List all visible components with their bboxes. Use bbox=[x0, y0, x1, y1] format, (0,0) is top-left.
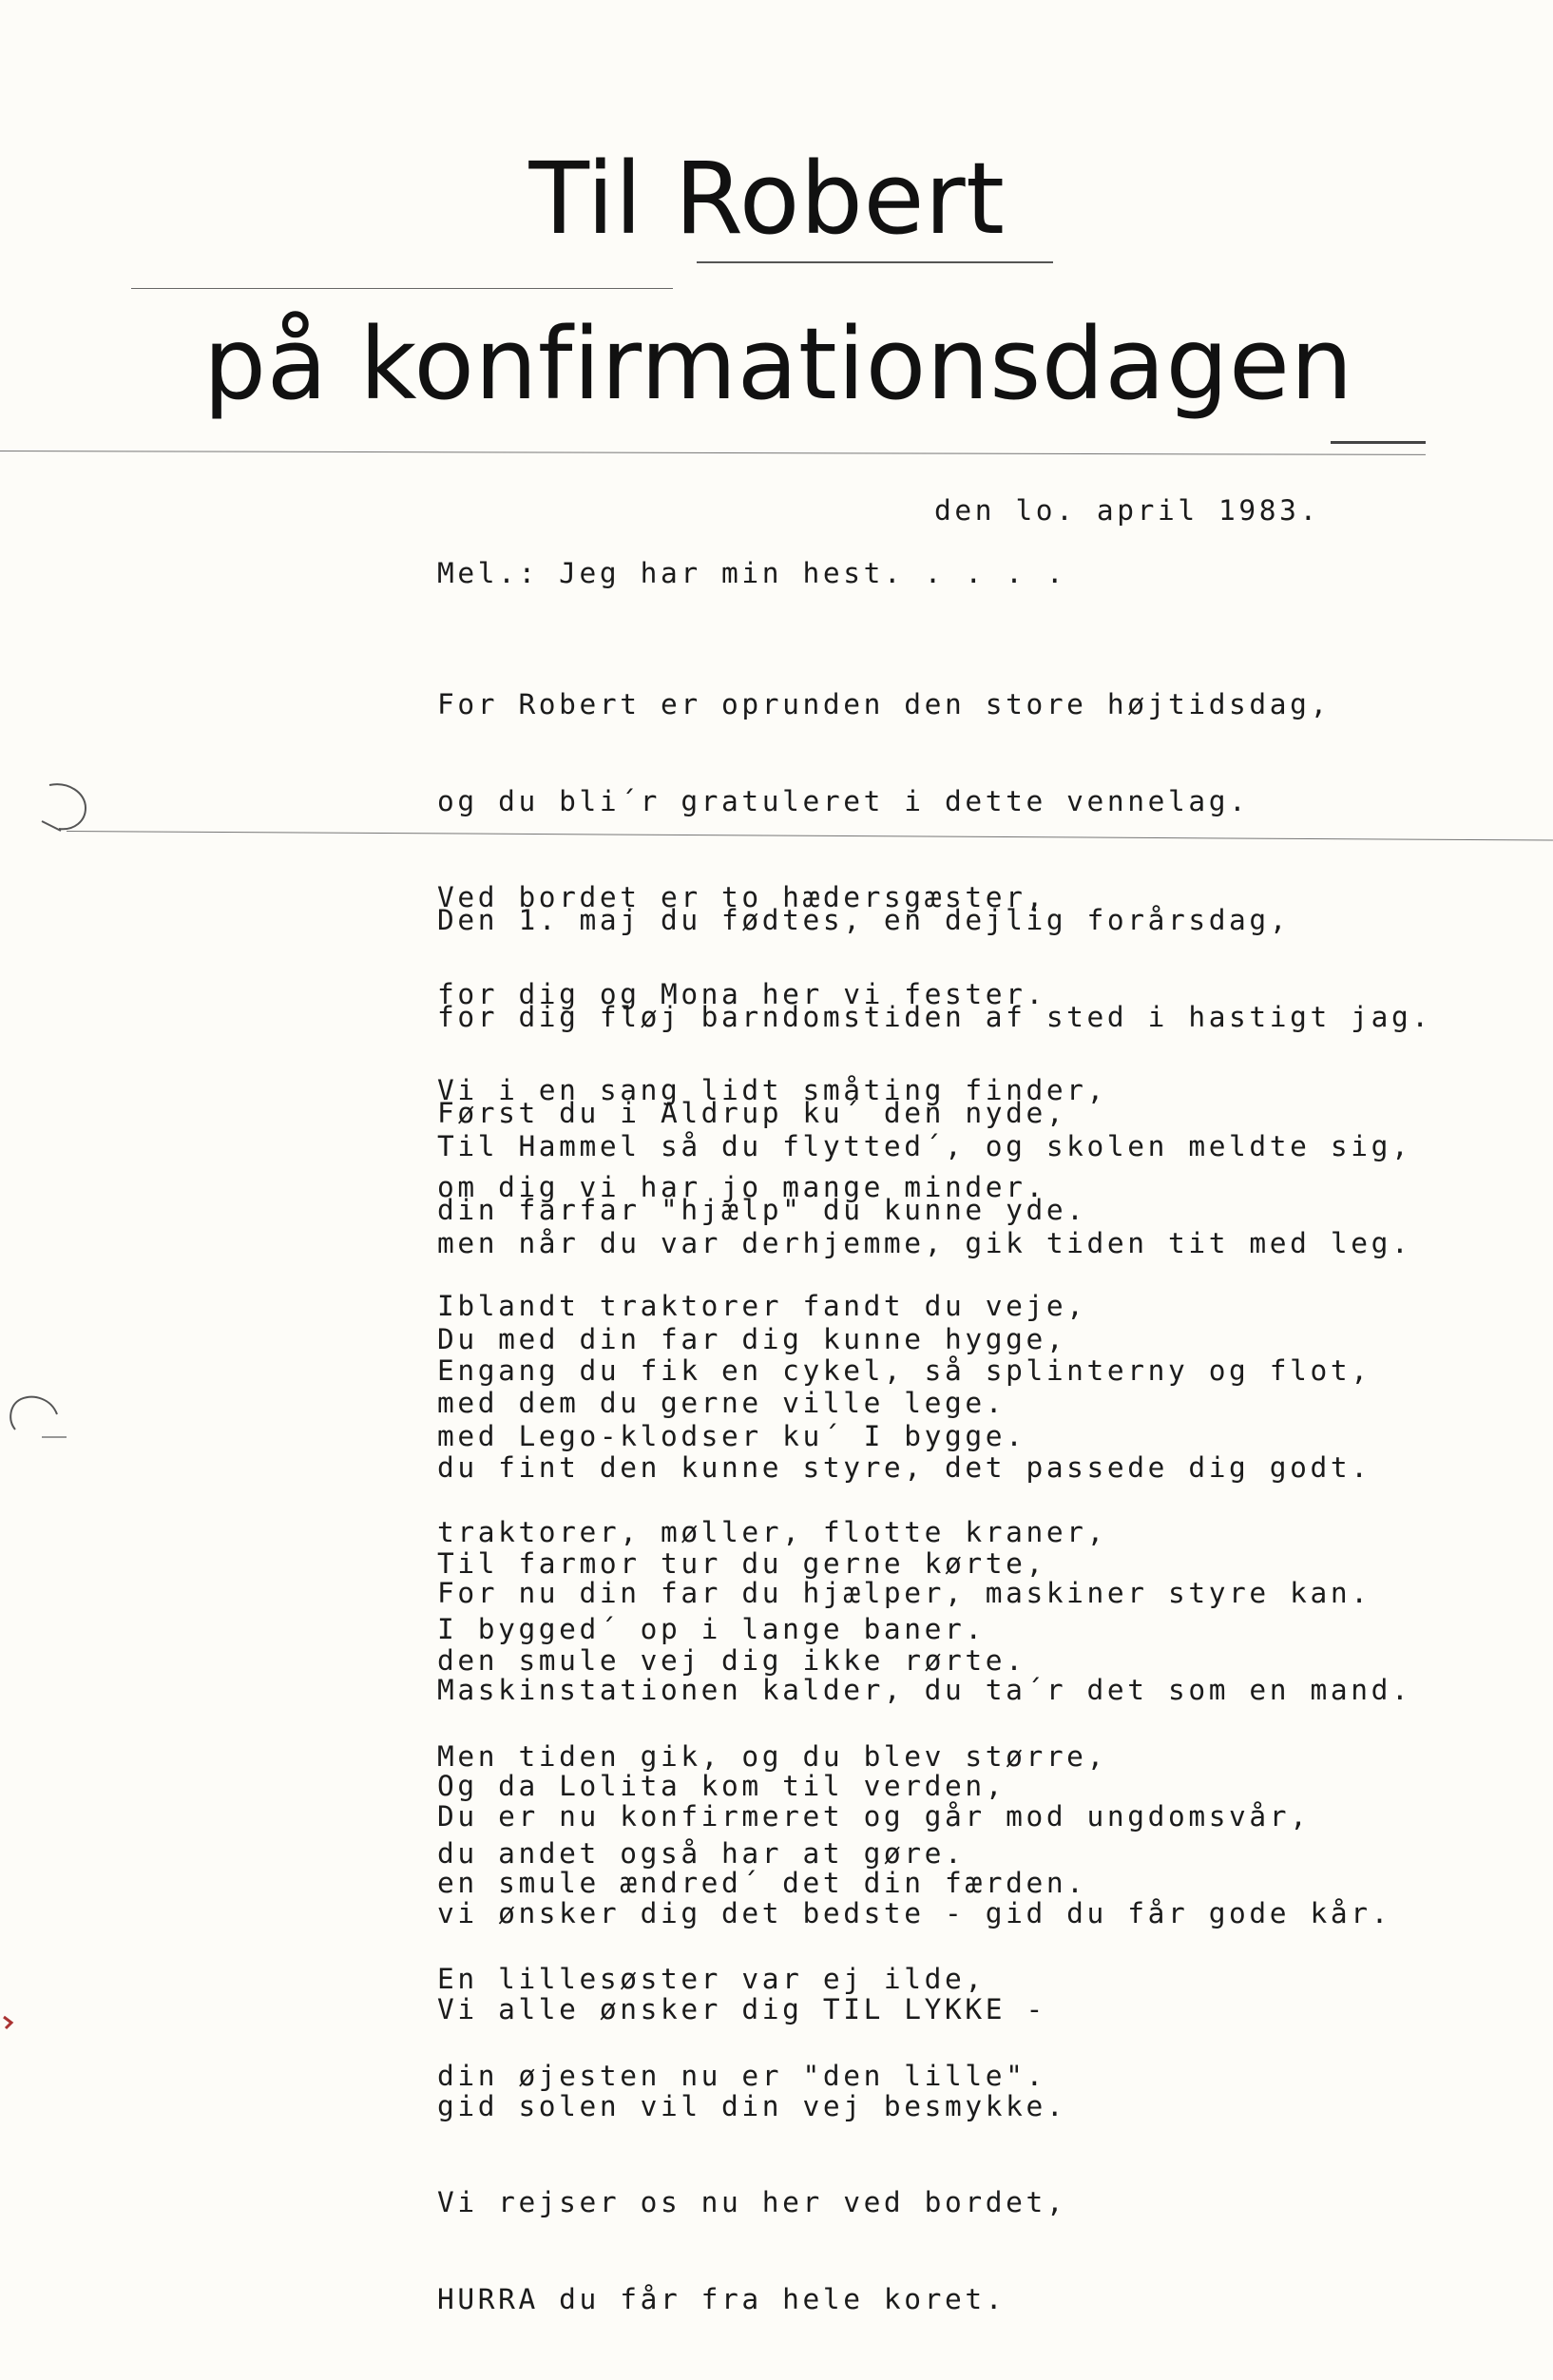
verse-line: Engang du fik en cykel, så splinterny og flot, bbox=[437, 1354, 1371, 1387]
paste-edge-mark bbox=[1331, 441, 1426, 444]
verse-line: Ved bordet er to hædersgæster, bbox=[437, 881, 1046, 913]
verse-line: Men tiden gik, og du blev større, bbox=[437, 1740, 1107, 1773]
paste-edge-rule bbox=[131, 288, 673, 289]
verse-line: din øjesten nu er "den lille". bbox=[437, 2059, 1046, 2092]
verse-line: Vi alle ønsker dig TIL LYKKE - bbox=[437, 1993, 1046, 2025]
verse-line: Først du i Aldrup ku´ den nyde, bbox=[437, 1097, 1067, 1129]
paste-edge-rule bbox=[0, 451, 1426, 455]
stanza bbox=[437, 1737, 1391, 2380]
verse-line: Og da Lolita kom til verden, bbox=[437, 1770, 1007, 1802]
verse-line: For nu din far du hjælper, maskiner styre kan. bbox=[437, 1577, 1371, 1609]
verse-line: gid solen vil din vej besmykke. bbox=[437, 2089, 1067, 2122]
verse-line: Den 1. maj du fødtes, en dejlig forårsdag, bbox=[437, 904, 1291, 936]
verse-line: I bygged´ op i lange baner. bbox=[437, 1612, 986, 1645]
punch-hole-icon bbox=[40, 779, 97, 836]
verse-line: Iblandt traktorer fandt du veje, bbox=[437, 1290, 1087, 1322]
verse-line: Vi rejser os nu her ved bordet, bbox=[437, 2186, 1067, 2218]
verse-line: En lillesøster var ej ilde, bbox=[437, 1963, 986, 1995]
verse-line: du andet også har at gøre. bbox=[437, 1836, 966, 1870]
verse-line: med Lego-klodser ku´ I bygge. bbox=[437, 1419, 1026, 1452]
verse-line: vi ønsker dig det bedste - gid du får gode kår. bbox=[437, 1896, 1391, 1929]
verse-line: Du er nu konfirmeret og går mod ungdomsvår, bbox=[437, 1800, 1311, 1833]
verse-line: en smule ændred´ det din færden. bbox=[437, 1866, 1087, 1899]
verse-line: din farfar "hjælp" du kunne yde. bbox=[437, 1193, 1087, 1226]
verse-line: Til Hammel så du flytted´, og skolen meldte sig, bbox=[437, 1130, 1412, 1162]
verse-line: For Robert er oprunden den store højtidsdag, bbox=[437, 688, 1331, 720]
verse-line: og du bli´r gratuleret i dette vennelag. bbox=[437, 784, 1250, 817]
underline-rule bbox=[697, 261, 1053, 263]
ink-mark-icon bbox=[0, 2013, 19, 2034]
verse-line: men når du var derhjemme, gik tiden tit med leg. bbox=[437, 1226, 1412, 1259]
verse-line: for dig og Mona her vi fester. bbox=[437, 977, 1046, 1010]
verse-line: for dig fløj barndomstiden af sted i hastigt jag. bbox=[437, 1000, 1432, 1033]
punch-hole-icon bbox=[0, 1388, 67, 1445]
verse-line: den smule vej dig ikke rørte. bbox=[437, 1643, 1026, 1677]
verse-line: Til farmor tur du gerne kørte, bbox=[437, 1547, 1046, 1580]
title-line-2: på konfirmationsdagen bbox=[203, 306, 1353, 422]
verse-line: Vi i en sang lidt småting finder, bbox=[437, 1074, 1107, 1106]
verse-line: traktorer, møller, flotte kraner, bbox=[437, 1516, 1107, 1548]
verse-line: Du med din far dig kunne hygge, bbox=[437, 1323, 1067, 1355]
verse-line: HURRA du får fra hele koret. bbox=[437, 2282, 1007, 2315]
title-line-1: Til Robert bbox=[528, 141, 1006, 257]
melody-line: Mel.: Jeg har min hest. . . . . bbox=[437, 557, 1067, 589]
verse-line: med dem du gerne ville lege. bbox=[437, 1386, 1007, 1419]
verse-line: du fint den kunne styre, det passede dig godt. bbox=[437, 1450, 1371, 1484]
verse-line: Maskinstationen kalder, du ta´r det som en mand. bbox=[437, 1673, 1412, 1706]
date-line: den lo. april 1983. bbox=[934, 494, 1320, 527]
verse-line: om dig vi har jo mange minder. bbox=[437, 1170, 1046, 1203]
